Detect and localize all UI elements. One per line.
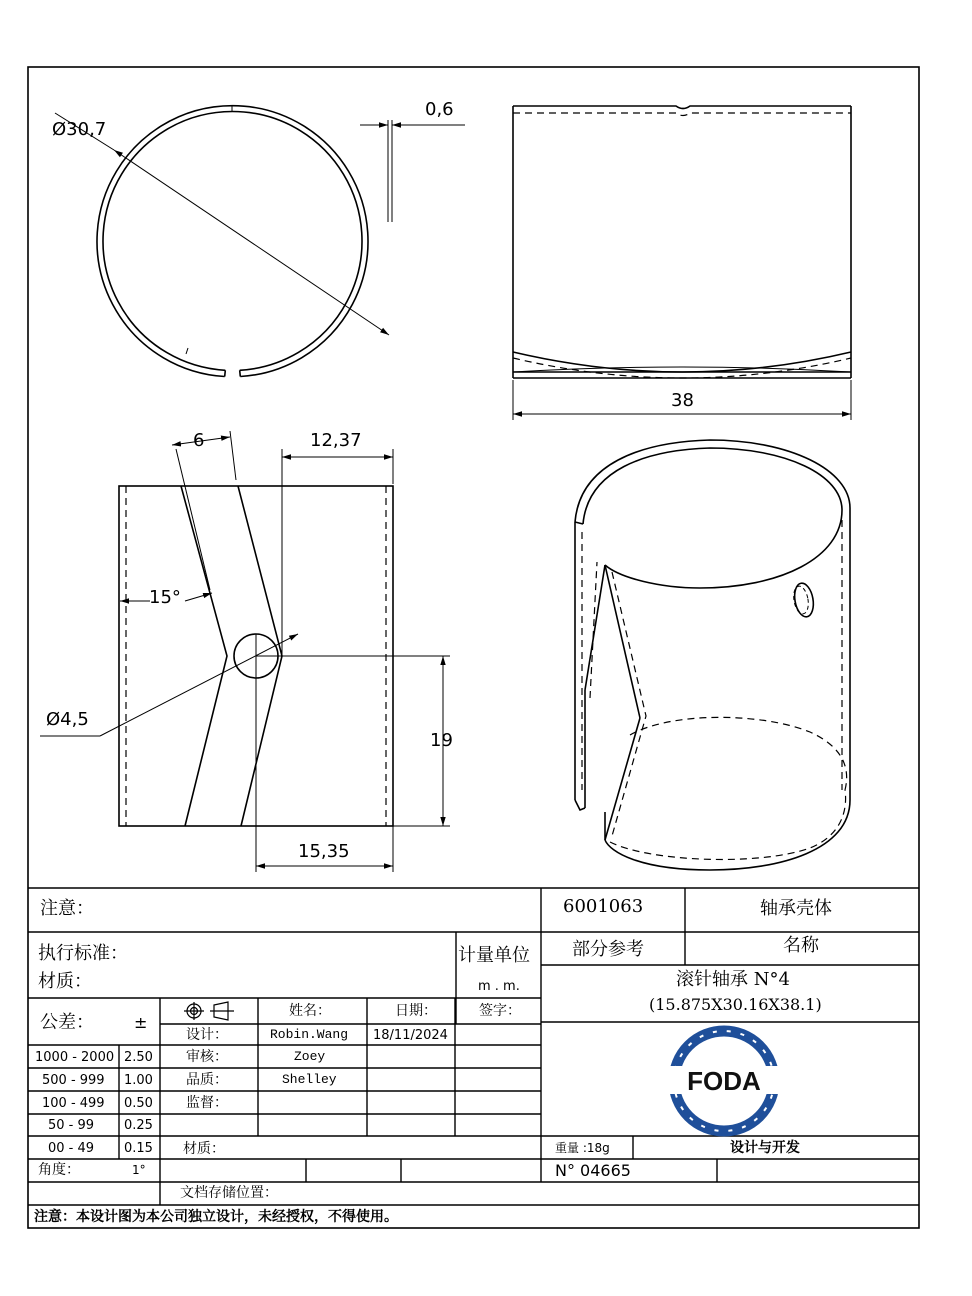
design-date: 18/11/2024 [373,1028,448,1043]
material-label: 材质： [38,971,92,992]
role-review: 审核： [186,1049,228,1065]
role-design: 设计： [186,1027,228,1043]
notes-label: 注意： [40,898,94,919]
tolerance-value: 0.50 [124,1096,153,1111]
end-view [55,105,465,377]
quality-name: Shelley [282,1072,337,1087]
side-view [513,106,851,420]
dev-label: 设计与开发 [730,1140,800,1156]
dim-wall-thickness: 0,6 [425,99,454,120]
foda-logo [660,1031,788,1131]
dim-hole-diameter: Ø4,5 [46,709,89,730]
tolerance-range: 1000 - 2000 [35,1050,115,1065]
tolerance-value: 0.15 [124,1141,153,1156]
weight-label: 重量 :18g [555,1141,610,1155]
reference-name: 滚针轴承 N°4 [676,969,790,990]
sign-header: 签字： [479,1003,521,1019]
front-view [40,431,450,872]
unit-value: m . m. [478,979,520,994]
role-supervise: 监督： [186,1095,228,1111]
name-header: 姓名： [289,1003,331,1019]
tolerance-value: 1.00 [124,1073,153,1088]
designer-name: Robin.Wang [270,1027,349,1042]
dim-angle: 15° [149,587,181,608]
part-title: 轴承壳体 [760,898,832,919]
material-label-2: 材质： [183,1141,225,1157]
date-header: 日期： [395,1003,437,1019]
tolerance-range: 50 - 99 [48,1118,95,1133]
role-quality: 品质： [186,1072,228,1088]
reference-size: (15.875X30.16X38.1) [649,995,822,1014]
logo-text: FODA [687,1066,761,1096]
dim-12-37: 12,37 [310,430,362,451]
tolerance-value: 2.50 [124,1050,153,1065]
angle-value: 1° [132,1163,146,1177]
projection-symbol-icon [184,1002,234,1020]
reviewer-name: Zoey [294,1049,326,1064]
tolerance-range: 500 - 999 [42,1073,105,1088]
dim-19: 19 [430,730,453,751]
tolerance-label: 公差： [40,1012,94,1033]
tolerance-value: 0.25 [124,1118,153,1133]
tolerance-range: 00 - 49 [48,1141,95,1156]
plus-minus: ± [134,1013,148,1032]
footer-note: 注意：本设计图为本公司独立设计，未经授权，不得使用。 [34,1209,398,1225]
dim-length: 38 [671,390,694,411]
isometric-view [575,440,850,870]
tolerance-range: 100 - 499 [42,1096,105,1111]
doc-number: N° 04665 [555,1161,631,1180]
dim-slot-width: 6 [193,430,205,451]
dim-15-35: 15,35 [298,841,350,862]
standard-label: 执行标准： [38,943,128,964]
reference-label: 部分参考 [572,939,644,960]
dim-outer-diameter: Ø30,7 [52,119,107,140]
part-number: 6001063 [563,896,644,917]
angle-label: 角度： [38,1162,80,1178]
unit-label: 计量单位 [458,945,530,966]
name-label: 名称 [783,935,819,956]
drawing-frame [28,67,919,1228]
storage-label: 文档存储位置： [180,1185,278,1201]
